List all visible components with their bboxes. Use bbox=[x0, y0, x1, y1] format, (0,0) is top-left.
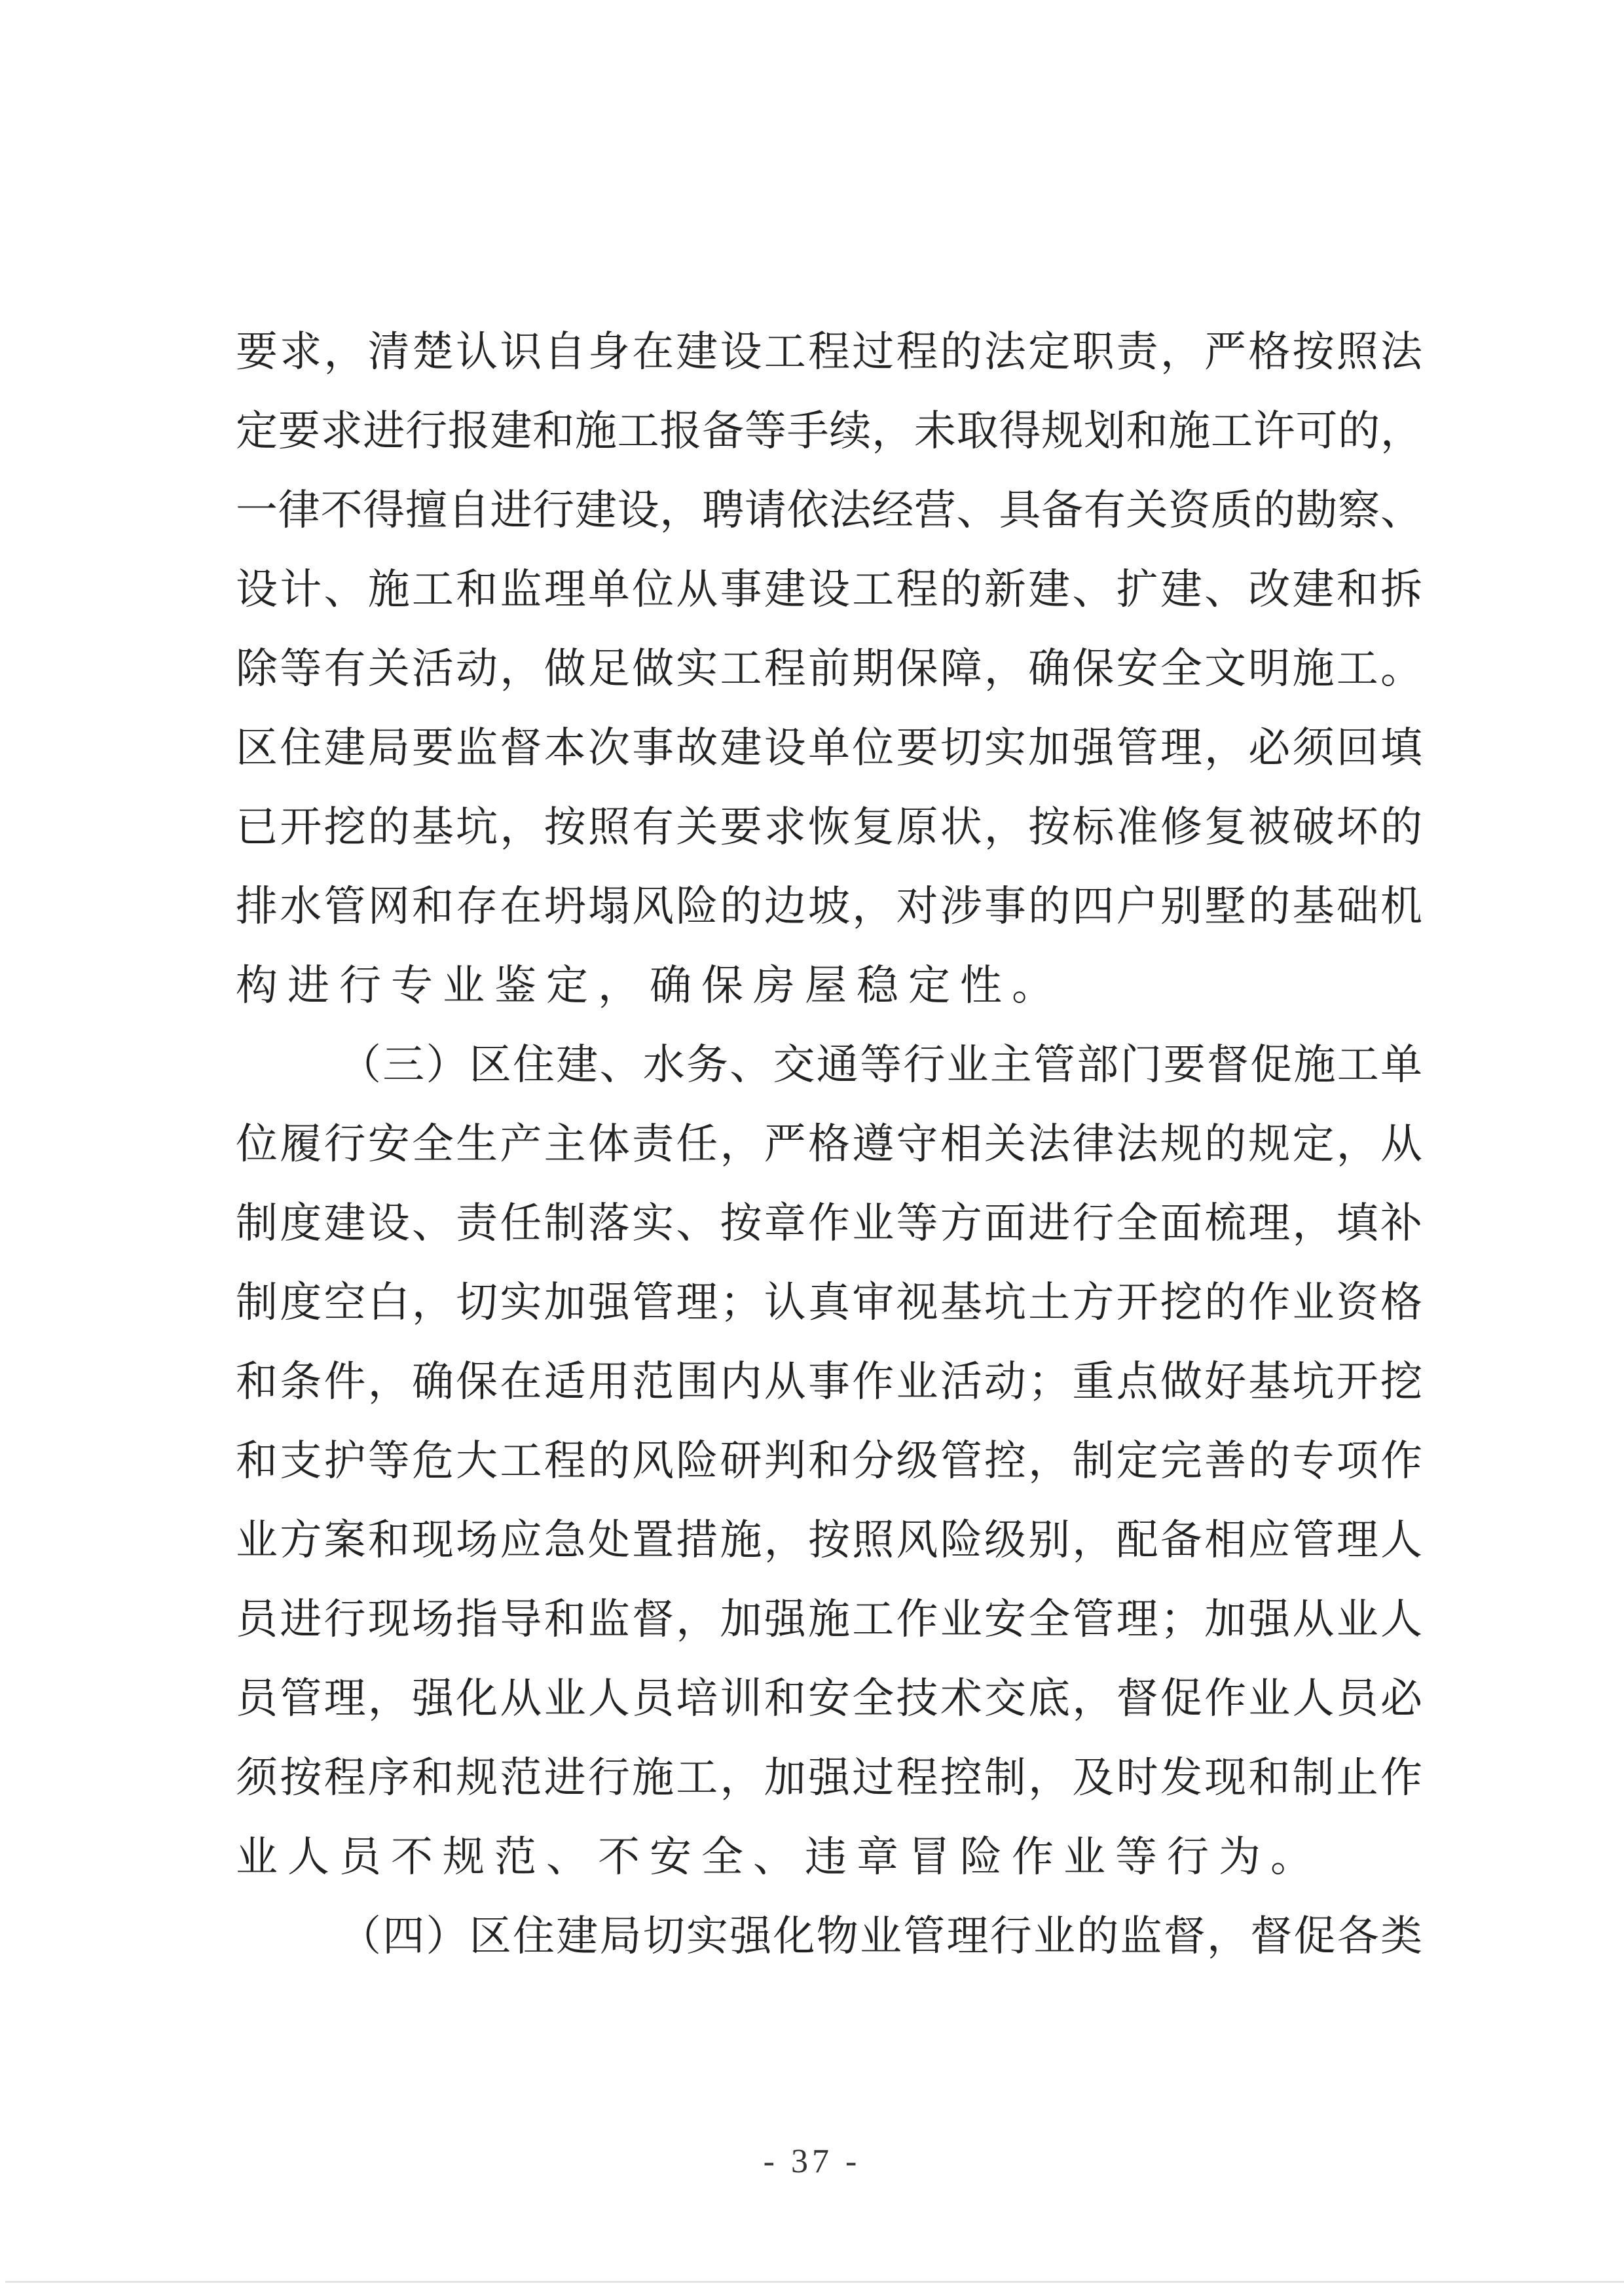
text-line: 已开挖的基坑，按照有关要求恢复原状，按标准修复被破坏的 bbox=[236, 803, 1422, 852]
text-line: 要求，清楚认识自身在建设工程过程的法定职责，严格按照法 bbox=[236, 328, 1422, 376]
section-heading-line: （三）区住建、水务、交通等行业主管部门要督促施工单 bbox=[339, 1041, 1422, 1089]
text-line: 位履行安全生产主体责任，严格遵守相关法律法规的规定，从 bbox=[236, 1120, 1422, 1169]
paragraph-continued bbox=[236, 319, 1422, 1032]
text-line: 和支护等危大工程的风险研判和分级管控，制定完善的专项作 bbox=[236, 1437, 1422, 1485]
page-number: - 37 - bbox=[763, 2143, 861, 2180]
body-text bbox=[236, 319, 1422, 1983]
text-line: 员进行现场指导和监督，加强施工作业安全管理；加强从业人 bbox=[236, 1595, 1422, 1644]
text-line: 业方案和现场应急处置措施，按照风险级别，配备相应管理人 bbox=[236, 1516, 1422, 1565]
text-line: 一律不得擅自进行建设，聘请依法经营、具备有关资质的勘察、 bbox=[236, 486, 1422, 535]
paragraph-section-four bbox=[236, 1904, 1422, 1983]
section-heading-line: （四）区住建局切实强化物业管理行业的监督，督促各类 bbox=[339, 1912, 1422, 1961]
text-line: 和条件，确保在适用范围内从事作业活动；重点做好基坑开挖 bbox=[236, 1358, 1422, 1406]
text-line: 设计、施工和监理单位从事建设工程的新建、扩建、改建和拆 bbox=[236, 566, 1422, 614]
text-line: 定要求进行报建和施工报备等手续，未取得规划和施工许可的， bbox=[236, 407, 1422, 456]
text-line: 构进行专业鉴定，确保房屋稳定性。 bbox=[236, 962, 1063, 1010]
text-line: 制度建设、责任制落实、按章作业等方面进行全面梳理，填补 bbox=[236, 1199, 1422, 1248]
text-line: 员管理，强化从业人员培训和安全技术交底，督促作业人员必 bbox=[236, 1675, 1422, 1723]
text-line: 排水管网和存在坍塌风险的边坡，对涉事的四户别墅的基础机 bbox=[236, 883, 1422, 931]
text-line: 区住建局要监督本次事故建设单位要切实加强管理，必须回填 bbox=[236, 724, 1422, 773]
text-line: 除等有关活动，做足做实工程前期保障，确保安全文明施工。 bbox=[236, 645, 1422, 693]
text-line: 须按程序和规范进行施工，加强过程控制，及时发现和制止作 bbox=[236, 1754, 1422, 1802]
text-line: 业人员不规范、不安全、违章冒险作业等行为。 bbox=[236, 1833, 1322, 1882]
text-line: 制度空白，切实加强管理；认真审视基坑土方开挖的作业资格 bbox=[236, 1279, 1422, 1327]
scan-edge-divider bbox=[5, 2281, 1624, 2283]
paragraph-section-three bbox=[236, 1032, 1422, 1904]
